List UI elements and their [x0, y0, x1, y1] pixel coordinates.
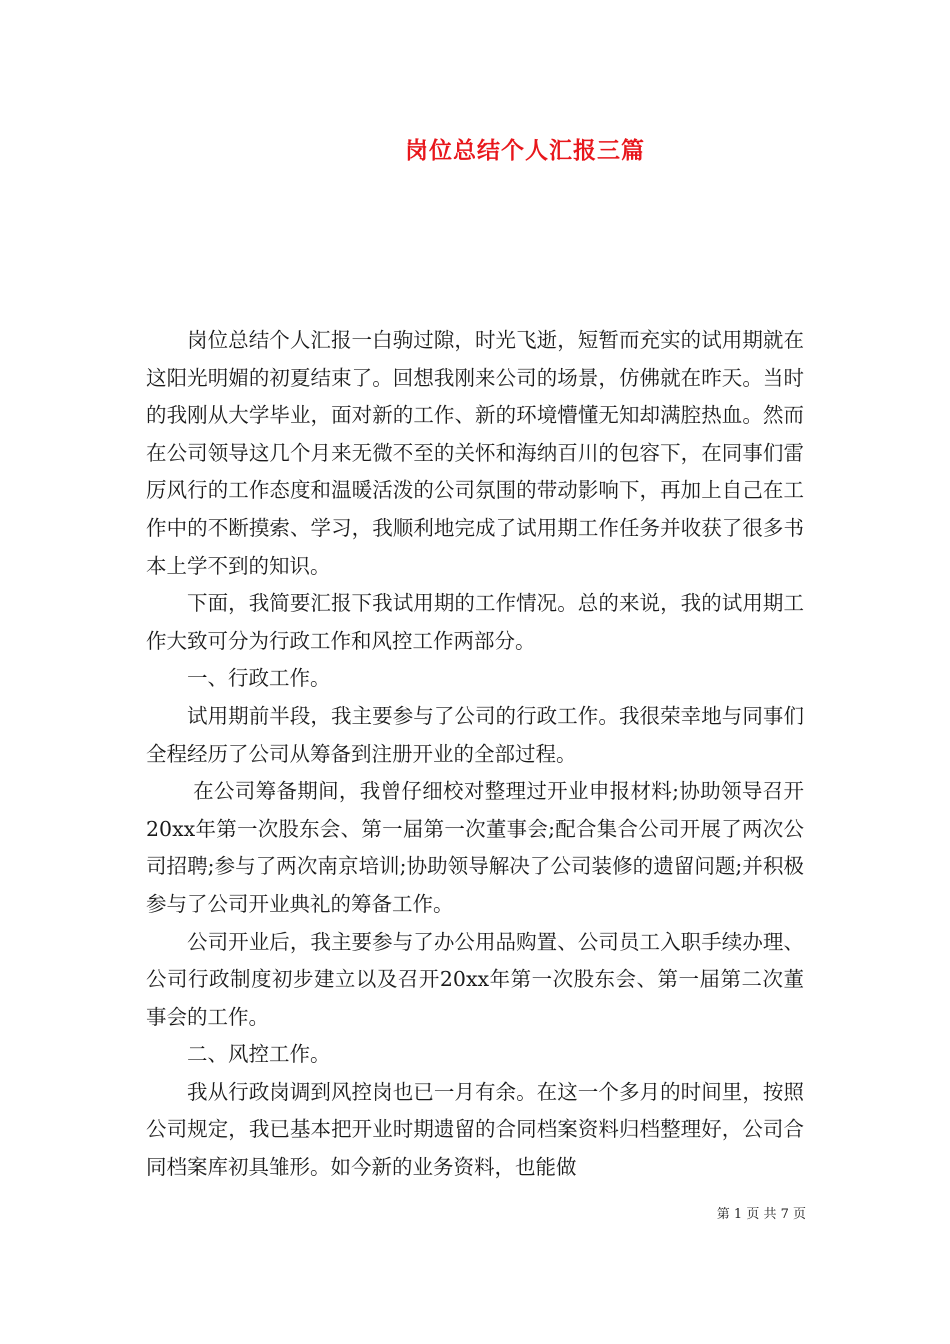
section-heading-admin: 一、行政工作。	[187, 666, 331, 691]
paragraph-after-opening: 公司开业后，我主要参与了办公用品购置、公司员工入职手续办理、公司行政制度初步建立以及召开20xx年第一次股东会、第一届第二次董事会的工作。	[146, 929, 804, 1029]
page-number-footer: 第 1 页 共 7 页	[716, 1207, 806, 1222]
document-title: 岗位总结个人汇报三篇	[405, 137, 645, 164]
paragraph-risk-control: 我从行政岗调到风控岗也已一月有余。在这一个多月的时间里，按照公司规定，我已基本把开业时期遗留的合同档案资料归档整理好，公司合同档案库初具雏形。如今新的业务资料，也能做	[146, 1079, 804, 1180]
paragraph-intro: 岗位总结个人汇报一白驹过隙，时光飞逝，短暂而充实的试用期就在这阳光明媚的初夏结束了。回想我刚来公司的场景，仿佛就在昨天。当时的我刚从大学毕业，面对新的工作、新的环境懵懂无知却满腔热血。然而在公司领导这几个月来无微不至的关怀和海纳百川的包容下，在同事们雷厉风行的工作态度和温暖活泼的公司氛围的带动影响下，再加上自己在工作中的不断摸索、学习，我顺利地完成了试用期工作任务并收获了很多书本上学不到的知识。	[146, 328, 804, 578]
paragraph-overview: 下面，我简要汇报下我试用期的工作情况。总的来说，我的试用期工作大致可分为行政工作和风控工作两部分。	[146, 591, 804, 653]
document-body	[146, 322, 804, 1187]
section-heading-risk-control: 二、风控工作。	[187, 1042, 331, 1067]
paragraph-admin-first-half: 试用期前半段，我主要参与了公司的行政工作。我很荣幸地与同事们全程经历了公司从筹备到注册开业的全部过程。	[146, 703, 804, 766]
paragraph-preparation-period: 在公司筹备期间，我曾仔细校对整理过开业申报材料;协助领导召开20xx年第一次股东会、第一届第一次董事会;配合集合公司开展了两次公司招聘;参与了两次南京培训;协助领导解决了公司装修的遗留问题;并积极参与了公司开业典礼的筹备工作。	[146, 779, 804, 916]
